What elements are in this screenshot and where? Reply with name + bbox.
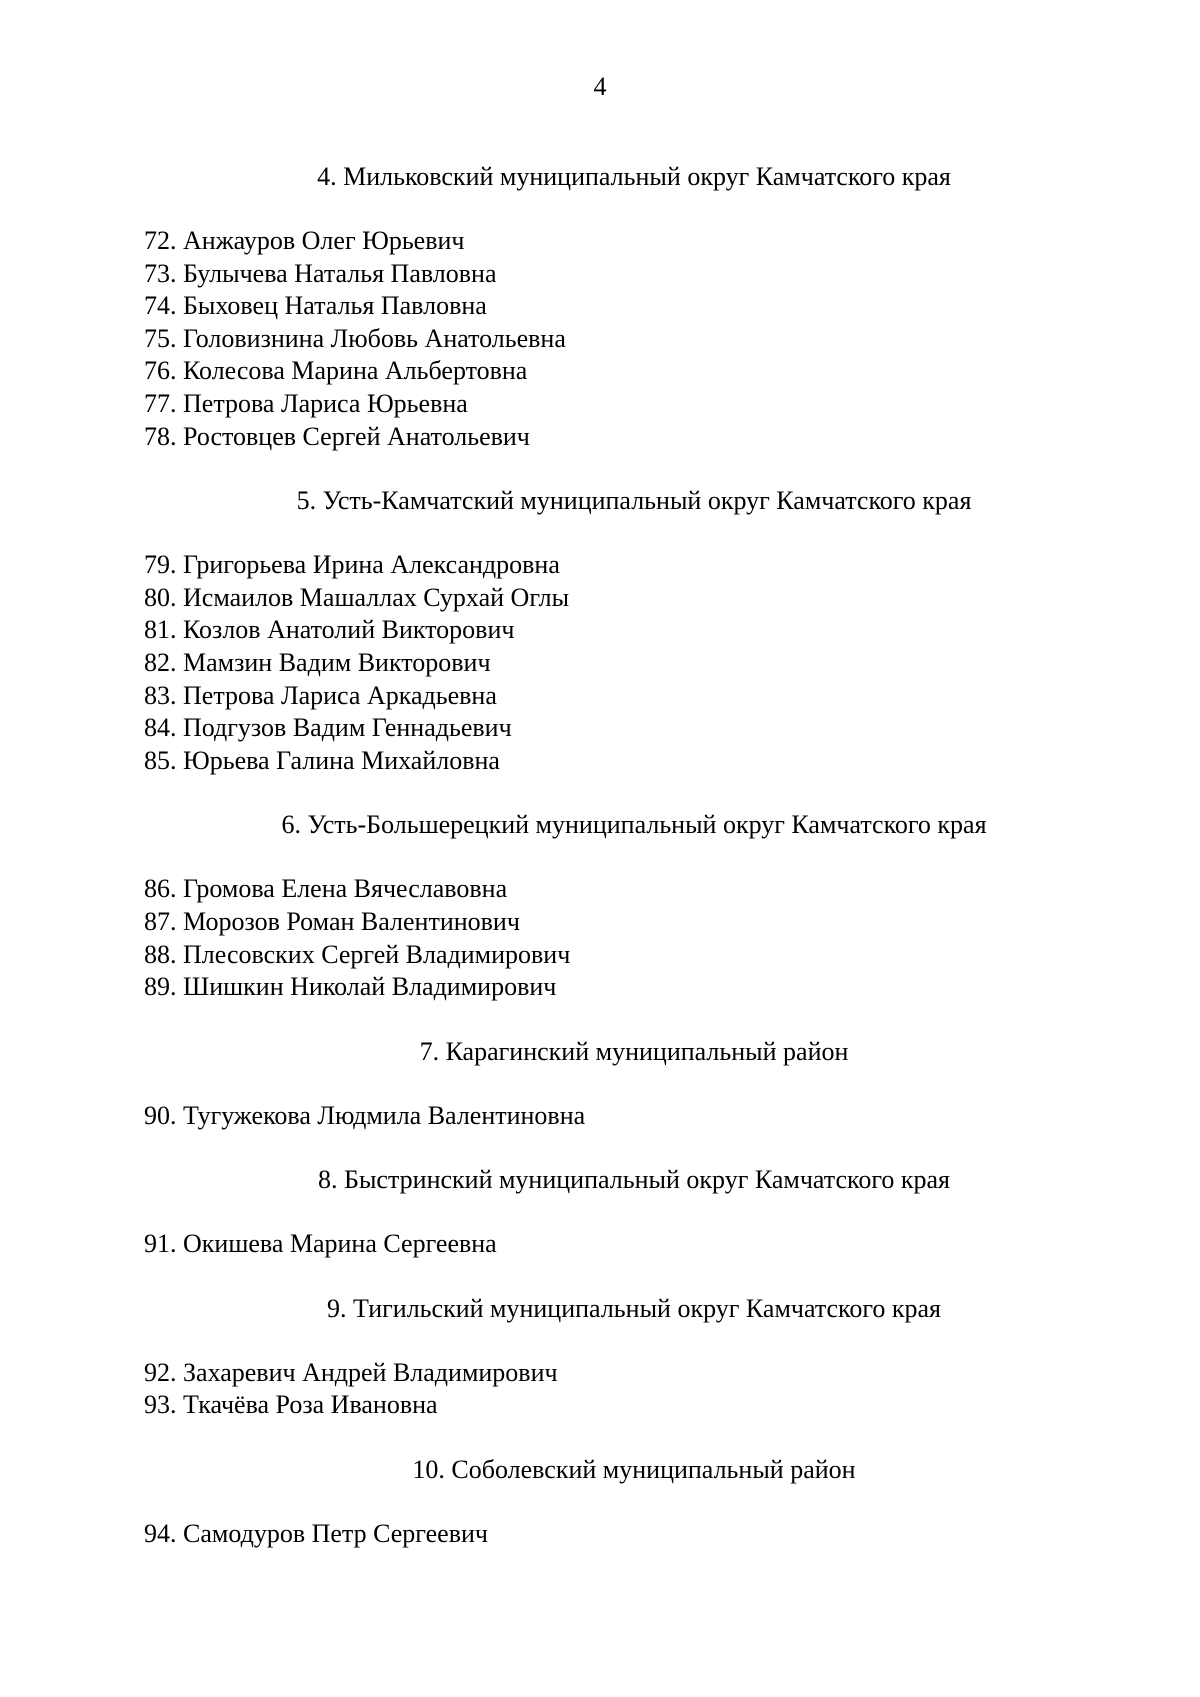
entry-name: Плесовских Сергей Владимирович [183,939,571,969]
entry-list [0,225,1200,453]
section-tigilsky [0,1293,1200,1422]
entry-number: 83. [144,680,177,710]
entry-name: Шишкин Николай Владимирович [183,972,557,1002]
list-item [144,680,1200,713]
entry-number: 93. [144,1390,177,1420]
entry-name: Колесова Марина Альбертовна [183,356,528,386]
entry-name: Анжауров Олег Юрьевич [183,226,465,255]
section-title: 6. Усть-Большерецкий муниципальный округ Камчатского края [281,810,987,840]
section-ust-bolsheretsky [0,809,1200,1003]
list-item [144,549,1200,582]
entry-number: 89. [144,972,177,1002]
list-item [144,745,1200,778]
section-title: 9. Тигильский муниципальный округ Камчатского края [326,1293,942,1323]
entry-number: 75. [144,323,177,353]
entry-name: Быховец Наталья Павловна [183,291,487,321]
list-item [144,1100,1200,1133]
entry-list [0,1228,1200,1261]
list-item [144,1228,1200,1261]
list-item [144,906,1200,939]
section-karaginsky [0,1036,1200,1133]
entry-name: Захаревич Андрей Владимирович [183,1357,558,1387]
entry-number: 85. [144,745,177,775]
entry-number: 80. [144,582,177,612]
section-title: 8. Быстринский муниципальный округ Камчатского края [318,1165,950,1195]
section-title: 5. Усть-Камчатский муниципальный округ Камчатского края [296,486,972,516]
list-item [144,258,1200,291]
list-item [144,939,1200,972]
list-item [144,421,1200,454]
entry-list [0,873,1200,1003]
list-item [144,1389,1200,1422]
section-title: 4. Мильковский муниципальный округ Камчатского края [317,162,951,191]
entry-number: 94. [144,1519,177,1549]
entry-name: Самодуров Петр Сергеевич [183,1519,488,1549]
list-item [144,614,1200,647]
entry-number: 78. [144,421,177,451]
entry-number: 74. [144,291,177,321]
entry-name: Подгузов Вадим Геннадьевич [183,713,512,743]
list-item [144,355,1200,388]
entry-name: Ростовцев Сергей Анатольевич [183,421,530,451]
entry-number: 72. [144,226,177,255]
list-item [144,225,1200,258]
entry-number: 79. [144,550,177,580]
entry-list [0,549,1200,777]
entry-name: Петрова Лариса Аркадьевна [183,680,497,710]
entry-name: Тугужекова Людмила Валентиновна [183,1100,586,1130]
entry-number: 90. [144,1100,177,1130]
entry-name: Мамзин Вадим Викторович [183,647,491,677]
document-body [0,161,1200,1583]
entry-name: Громова Елена Вячеславовна [183,874,508,904]
entry-number: 86. [144,874,177,904]
entry-number: 84. [144,713,177,743]
entry-number: 92. [144,1357,177,1387]
entry-number: 77. [144,388,177,418]
entry-number: 76. [144,356,177,386]
entry-name: Булычева Наталья Павловна [183,258,497,288]
list-item [144,323,1200,356]
entry-number: 91. [144,1229,177,1259]
entry-list [0,1100,1200,1133]
section-title: 7. Карагинский муниципальный район [419,1036,849,1066]
list-item [144,873,1200,906]
list-item [144,647,1200,680]
entry-number: 87. [144,906,177,936]
entry-name: Исмаилов Машаллах Сурхай Оглы [183,582,570,612]
list-item [144,1357,1200,1390]
entry-name: Морозов Роман Валентинович [183,906,520,936]
entry-number: 88. [144,939,177,969]
list-item [144,290,1200,323]
list-item [144,582,1200,615]
entry-name: Окишева Марина Сергеевна [183,1229,497,1259]
section-sobolevsky [0,1454,1200,1551]
section-milkovsky [0,161,1200,453]
page-number: 4 [593,72,607,101]
entry-name: Юрьева Галина Михайловна [183,745,500,775]
list-item [144,1518,1200,1551]
entry-name: Козлов Анатолий Викторович [183,615,515,645]
entry-name: Ткачёва Роза Ивановна [183,1390,438,1420]
list-item [144,971,1200,1004]
list-item [144,388,1200,421]
section-ust-kamchatsky [0,485,1200,777]
entry-number: 73. [144,258,177,288]
section-bystrinsky [0,1164,1200,1261]
entry-name: Головизнина Любовь Анатольевна [183,323,566,353]
entry-number: 82. [144,647,177,677]
entry-name: Петрова Лариса Юрьевна [183,388,468,418]
entry-list [0,1518,1200,1551]
entry-name: Григорьева Ирина Александровна [183,550,560,580]
entry-number: 81. [144,615,177,645]
section-title: 10. Соболевский муниципальный район [412,1455,856,1485]
entry-list [0,1357,1200,1422]
list-item [144,712,1200,745]
